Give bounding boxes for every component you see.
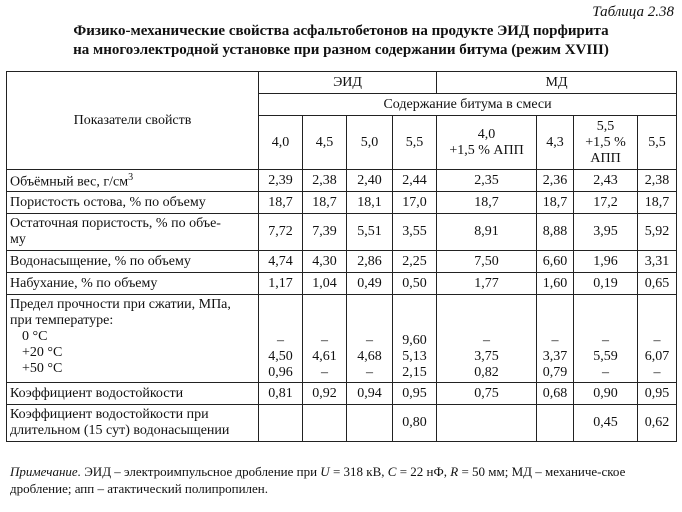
row-label: Водонасыщение, % по объему (7, 251, 259, 273)
strength-value: 5,59 (593, 349, 618, 364)
note-lead: Примечание. (10, 464, 81, 479)
strength-value: – (321, 333, 328, 348)
strength-temperatures (10, 329, 255, 377)
column-header: 5,5 +1,5 % АПП (574, 116, 638, 170)
header-eid: ЭИД (259, 72, 437, 94)
row-value: 3,31 (638, 251, 677, 273)
strength-value: – (653, 333, 661, 348)
strength-value: – (602, 333, 610, 348)
row-value: 0,49 (347, 273, 393, 295)
strength-value: – (653, 365, 661, 380)
row-value: 17,2 (574, 192, 638, 214)
row-value: 0,92 (303, 383, 347, 405)
strength-value: – (602, 365, 610, 380)
row-value (347, 405, 393, 442)
table-row (7, 192, 677, 214)
note-part-4: = 50 мм; МД – механиче-ское дробление; апп – атактический полипропилен. (10, 464, 626, 496)
strength-value: – (277, 333, 284, 348)
row-value: 2,44 (393, 170, 437, 192)
strength-value: 2,15 (402, 365, 427, 380)
properties-table (6, 71, 677, 442)
column-header: 4,5 (303, 116, 347, 170)
strength-value-cell (347, 295, 393, 383)
row-value: 0,45 (574, 405, 638, 442)
table-note (10, 463, 674, 497)
temperature-label: +20 °С (22, 345, 63, 360)
row-value: 0,95 (393, 383, 437, 405)
strength-value: – (366, 333, 373, 348)
title-line-2: на многоэлектродной установке при разном содержании битума (режим XVIII) (73, 42, 609, 58)
note-c: C (387, 464, 397, 479)
row-value: 4,74 (259, 251, 303, 273)
strength-value-cell (393, 295, 437, 383)
strength-value-cell (537, 295, 574, 383)
row-label: Остаточная пористость, % по объе- му (7, 214, 259, 251)
strength-value: 3,37 (542, 349, 568, 364)
row-value: 0,95 (638, 383, 677, 405)
row-value: 1,96 (574, 251, 638, 273)
column-header: 5,0 (347, 116, 393, 170)
header-properties: Показатели свойств (7, 72, 259, 170)
column-header: 4,0 +1,5 % АПП (437, 116, 537, 170)
strength-value-cell (638, 295, 677, 383)
strength-label: Предел прочности при сжатии, МПа, при температуре: (10, 297, 231, 328)
row-value: 2,43 (574, 170, 638, 192)
row-value: 3,55 (393, 214, 437, 251)
row-label: Пористость остова, % по объему (7, 192, 259, 214)
table-row (7, 273, 677, 295)
row-value: 0,94 (347, 383, 393, 405)
row-value: 18,7 (537, 192, 574, 214)
strength-value-cell (437, 295, 537, 383)
row-value: 2,86 (347, 251, 393, 273)
note-r: R (450, 464, 459, 479)
table-number-label: Таблица 2.38 (592, 4, 674, 20)
row-value: 3,95 (574, 214, 638, 251)
row-value: 18,7 (437, 192, 537, 214)
table-row (7, 251, 677, 273)
header-md: МД (437, 72, 677, 94)
row-label: Набухание, % по объему (7, 273, 259, 295)
row-value: 7,39 (303, 214, 347, 251)
row-value (537, 405, 574, 442)
row-value: 0,19 (574, 273, 638, 295)
strength-value: – (551, 333, 559, 348)
table-row (7, 405, 677, 442)
strength-value-cell (303, 295, 347, 383)
strength-value: 4,50 (268, 349, 293, 364)
row-value: 0,68 (537, 383, 574, 405)
title-line-1: Физико-механические свойства асфальтобетонов на продукте ЭИД порфирита (73, 23, 609, 39)
note-part-2: = 318 кВ, (329, 464, 388, 479)
strength-value: 0,96 (268, 365, 293, 380)
row-value (437, 405, 537, 442)
strength-value: 4,68 (357, 349, 382, 364)
strength-value-cell (259, 295, 303, 383)
note-part-3: = 22 нФ, (396, 464, 451, 479)
header-bitumen-content: Содержание битума в смеси (259, 94, 677, 116)
strength-value: 3,75 (474, 349, 499, 364)
row-value: 18,1 (347, 192, 393, 214)
strength-value: 6,07 (644, 349, 670, 364)
table-row (7, 170, 677, 192)
strength-value-cell (574, 295, 638, 383)
row-value: 5,51 (347, 214, 393, 251)
row-value (303, 405, 347, 442)
strength-value: 5,13 (402, 349, 427, 364)
row-value: 0,90 (574, 383, 638, 405)
temperature-label: +50 °С (22, 361, 63, 376)
row-value: 2,38 (303, 170, 347, 192)
column-header: 4,0 (259, 116, 303, 170)
row-value: 4,30 (303, 251, 347, 273)
row-value: 18,7 (259, 192, 303, 214)
table-row (7, 214, 677, 251)
table-row (7, 383, 677, 405)
row-value: 0,80 (393, 405, 437, 442)
row-value: 17,0 (393, 192, 437, 214)
row-value: 8,88 (537, 214, 574, 251)
column-header: 4,3 (537, 116, 574, 170)
row-value: 1,17 (259, 273, 303, 295)
row-value: 0,65 (638, 273, 677, 295)
row-value: 7,72 (259, 214, 303, 251)
column-header: 5,5 (638, 116, 677, 170)
temperature-label: 0 °С (22, 329, 48, 344)
strength-value: – (366, 365, 373, 380)
column-header: 5,5 (393, 116, 437, 170)
row-value: 2,40 (347, 170, 393, 192)
row-value: 18,7 (638, 192, 677, 214)
row-value: 2,39 (259, 170, 303, 192)
unit-superscript: 3 (128, 172, 134, 184)
note-u: U (320, 464, 330, 479)
row-value: 1,77 (437, 273, 537, 295)
strength-value: 9,60 (402, 333, 427, 348)
row-value: 0,50 (393, 273, 437, 295)
row-value: 0,75 (437, 383, 537, 405)
row-value: 1,04 (303, 273, 347, 295)
strength-value: 0,79 (542, 365, 568, 380)
row-value: 18,7 (303, 192, 347, 214)
table-title (0, 22, 682, 60)
strength-value: – (483, 333, 491, 348)
row-value: 5,92 (638, 214, 677, 251)
row-value (259, 405, 303, 442)
strength-value: 0,82 (474, 365, 499, 380)
row-value: 2,35 (437, 170, 537, 192)
strength-value: – (321, 365, 328, 380)
row-label: Объёмный вес, $г/см^3$ (7, 170, 259, 192)
note-part-1: ЭИД – электроимпульсное дробление при (80, 464, 321, 479)
row-value: 2,38 (638, 170, 677, 192)
strength-label-cell (7, 295, 259, 383)
strength-value: 4,61 (312, 349, 337, 364)
row-value: 8,91 (437, 214, 537, 251)
row-value: 7,50 (437, 251, 537, 273)
row-value: 1,60 (537, 273, 574, 295)
row-value: 2,25 (393, 251, 437, 273)
row-value: 0,81 (259, 383, 303, 405)
row-value: 6,60 (537, 251, 574, 273)
row-value: 0,62 (638, 405, 677, 442)
row-value: 2,36 (537, 170, 574, 192)
row-label: Коэффициент водостойкости (7, 383, 259, 405)
row-label: Коэффициент водостойкости при длительном (15 сут) водонасыщении (7, 405, 259, 442)
